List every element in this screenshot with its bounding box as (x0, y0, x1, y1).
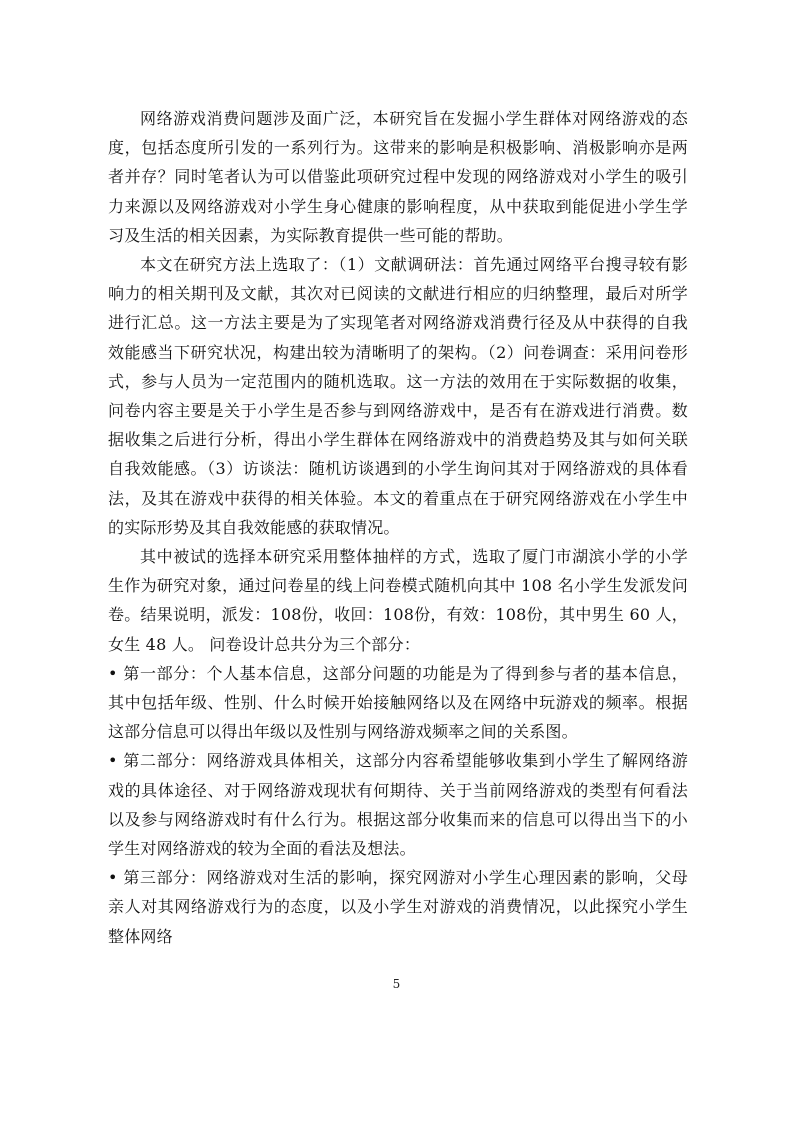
bullet-part-three: • 第三部分：网络游戏对生活的影响，探究网游对小学生心理因素的影响，父母亲人对其网络游戏行为的态度，以及小学生对游戏的消费情况，以此探究小学生整体网络 (108, 868, 688, 946)
page-number: 5 (392, 977, 401, 991)
body-text (108, 104, 688, 951)
bullet-part-two: • 第二部分：网络游戏具体相关，这部分内容希望能够收集到小学生了解网络游戏的具体途径、对于网络游戏现状有何期待、关于当前网络游戏的类型有何看法以及参与网络游戏时有什么行为。根据这部分收集而来的信息可以得出当下的小学生对网络游戏的较为全面的看法及想法。 (108, 751, 688, 859)
paragraph-intro: 网络游戏消费问题涉及面广泛，本研究旨在发掘小学生群体对网络游戏的态度，包括态度所引发的一系列行为。这带来的影响是积极影响、消极影响亦是两者并存？同时笔者认为可以借鉴此项研究过程中发现的网络游戏对小学生的吸引力来源以及网络游戏对小学生身心健康的影响程度，从中获取到能促进小学生学习及生活的相关因素，为实际教育提供一些可能的帮助。 (108, 109, 688, 245)
paragraph-subjects: 其中被试的选择本研究采用整体抽样的方式，选取了厦门市湖滨小学的小学生作为研究对象，通过问卷星的线上问卷模式随机向其中 108 名小学生发派发问卷。结果说明，派发：108份，收回：108份，有效：108份，其中男生 60 人，女生 48 人。 问卷设计总共分为三个部分： (108, 547, 688, 654)
bullet-part-one: • 第一部分：个人基本信息，这部分问题的功能是为了得到参与者的基本信息，其中包括年级、性别、什么时候开始接触网络以及在网络中玩游戏的频率。根据这部分信息可以得出年级以及性别与网络游戏频率之间的关系图。 (108, 663, 688, 742)
paragraph-methods: 本文在研究方法上选取了：（1）文献调研法：首先通过网络平台搜寻较有影响力的相关期刊及文献，其次对已阅读的文献进行相应的归纳整理，最后对所学进行汇总。这一方法主要是为了实现笔者对网络游戏消费行径及从中获得的自我效能感当下研究状况，构建出较为清晰明了的架构。（2）问卷调查：采用问卷形式，参与人员为一定范围内的随机选取。这一方法的效用在于实际数据的收集，问卷内容主要是关于小学生是否参与到网络游戏中，是否有在游戏进行消费。数据收集之后进行分析，得出小学生群体在网络游戏中的消费趋势及其与如何关联自我效能感。（3）访谈法：随机访谈遇到的小学生询问其对于网络游戏的具体看法，及其在游戏中获得的相关体验。本文的着重点在于研究网络游戏在小学生中的实际形势及其自我效能感的获取情况。 (108, 255, 688, 537)
